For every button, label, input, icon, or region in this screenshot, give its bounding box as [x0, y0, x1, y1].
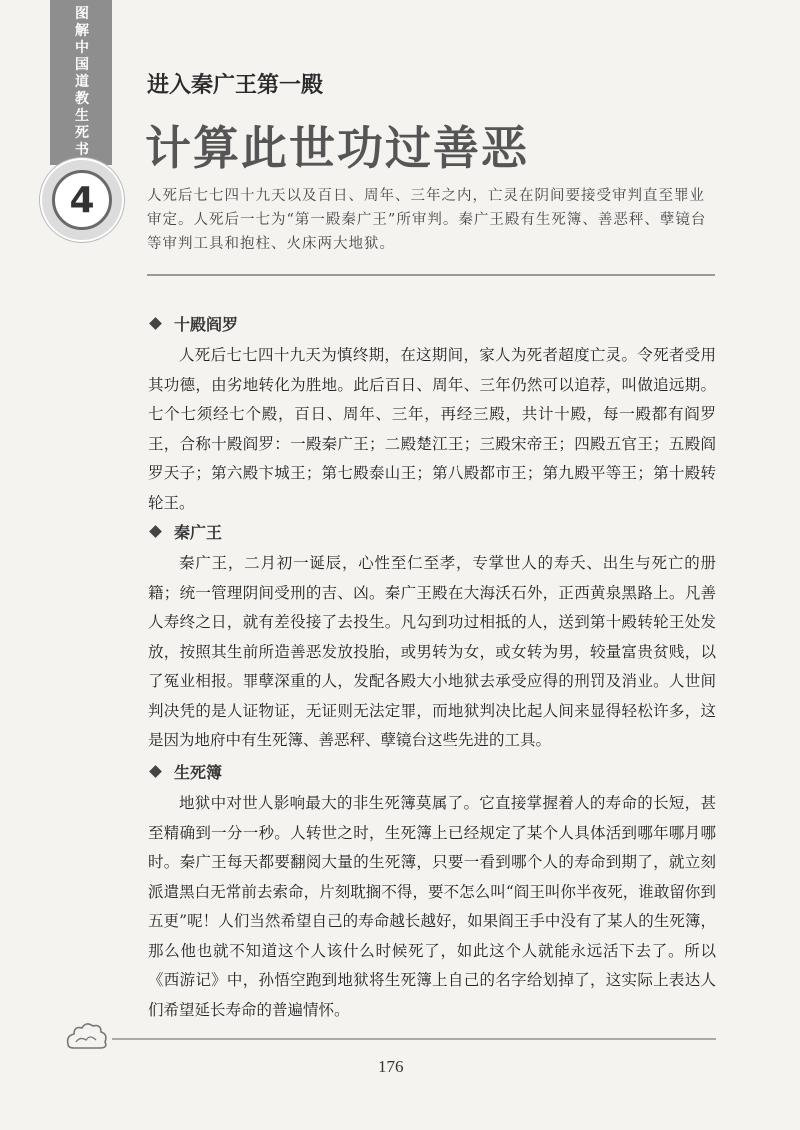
- section-heading: [148, 312, 716, 335]
- section-book-of-life-death: [148, 760, 716, 1025]
- chapter-badge: [40, 158, 124, 242]
- footer-divider: [112, 1038, 716, 1040]
- section-body: 地狱中对世人影响最大的非生死簿莫属了。它直接掌握着人的寿命的长短，甚至精确到一分一秒。人转世之时，生死簿上已经规定了某个人具体活到哪年哪月哪时。秦广王每天都要翻阅大量的生死簿，只要一看到哪个人的寿命到期了，就立刻派遣黑白无常前去索命，片刻耽搁不得，要不怎么叫“阎王叫你半夜死，谁敢留你到五更”呢！人们当然希望自己的寿命越长越好，如果阎王手中没有了某人的生死簿，那么他也就不知道这个人该什么时候死了，如此这个人就能永远活下去了。所以《西游记》中，孙悟空跑到地狱将生死簿上自己的名字给划掉了，这实际上表达人们希望延长寿命的普遍情怀。: [148, 794, 716, 1019]
- section-ten-palaces: [148, 312, 716, 518]
- book-title: 图解中国道教生死书: [75, 6, 89, 158]
- chapter-number: 4: [52, 170, 112, 230]
- page-subtitle: 进入秦广王第一殿: [147, 73, 324, 98]
- section-heading-text: 十殿阎罗: [174, 315, 239, 334]
- page-number: 176: [378, 1057, 404, 1076]
- section-body: 秦广王，二月初一诞辰，心性至仁至孝，专掌世人的寿夭、出生与死亡的册籍；统一管理阴间受刑的吉、凶。秦广王殿在大海沃石外，正西黄泉黑路上。凡善人寿终之日，就有差役接了去投生。凡勾到功过相抵的人，送到第十殿转轮王处发放，按照其生前所造善恶发放投胎，或男转为女，或女转为男，较量富贵贫贱，以了冤业相报。罪孽深重的人，发配各殿大小地狱去承受应得的刑罚及消业。人世间判决凭的是人证物证，无证则无法定罪，而地狱判决比起人间来显得轻松许多，这是因为地府中有生死簿、善恶秤、孽镜台这些先进的工具。: [148, 554, 716, 749]
- section-qinguang-king: [148, 520, 716, 756]
- diamond-bullet-icon: [149, 525, 162, 538]
- diamond-bullet-icon: [149, 317, 162, 330]
- section-body: 人死后七七四十九天为慎终期，在这期间，家人为死者超度亡灵。令死者受用其功德，由劣地转化为胜地。此后百日、周年、三年仍然可以追荐，叫做追远期。七个七须经七个殿，百日、周年、三年，再经三殿，共计十殿，每一殿都有阎罗王，合称十殿阎罗：一殿秦广王；二殿楚江王；三殿宋帝王；四殿五官王；五殿阎罗天子；第六殿卞城王；第七殿泰山王；第八殿都市王；第九殿平等王；第十殿转轮王。: [148, 346, 716, 512]
- intro-paragraph: 人死后七七四十九天以及百日、周年、三年之内，亡灵在阴间要接受审判直至罪业审定。人死后一七为“第一殿秦广王”所审判。秦广王殿有生死簿、善恶秤、孽镜台等审判工具和抱柱、火床两大地狱。: [147, 188, 707, 252]
- cloud-ornament-icon: [64, 1018, 110, 1054]
- section-heading-text: 生死簿: [174, 763, 223, 782]
- section-heading: [148, 520, 716, 543]
- section-heading: [148, 760, 716, 783]
- divider: [147, 274, 715, 276]
- page-title: 计算此世功过善恶: [145, 121, 529, 175]
- section-heading-text: 秦广王: [174, 523, 223, 542]
- diamond-bullet-icon: [149, 765, 162, 778]
